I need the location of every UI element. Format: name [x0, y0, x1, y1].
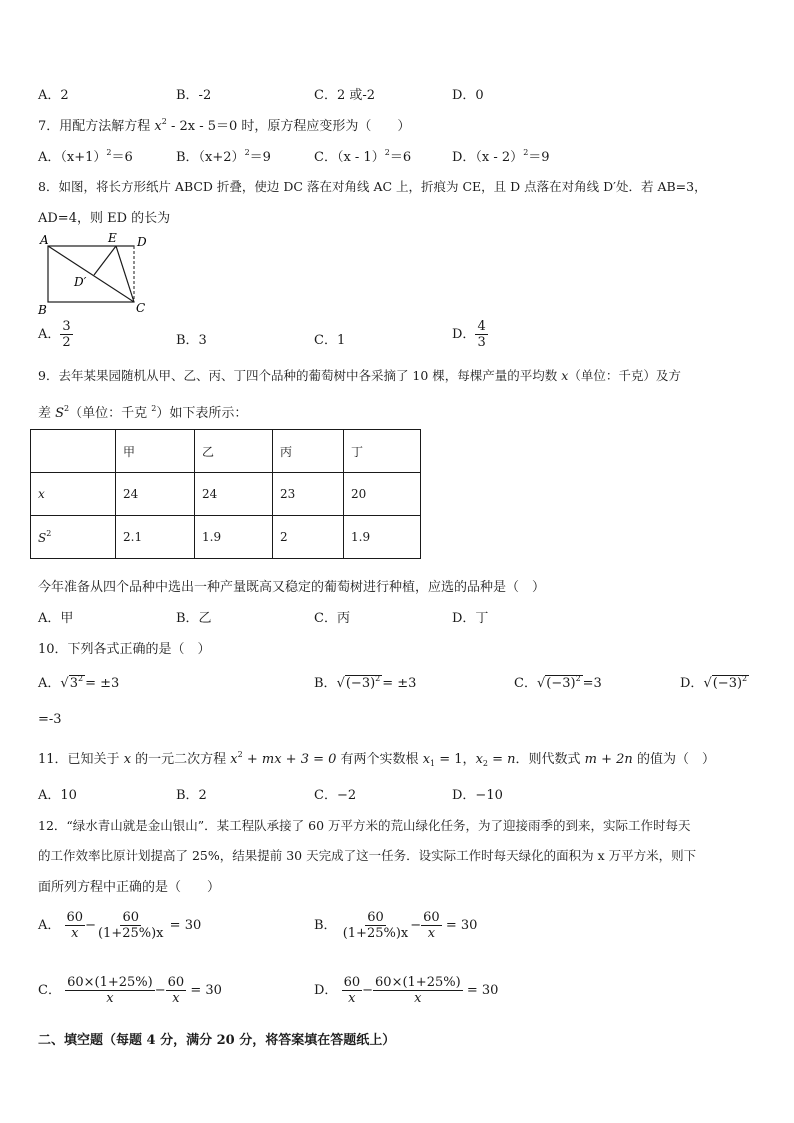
table-cell: 1.9: [195, 516, 273, 559]
q10-option-d-continued: =-3: [38, 712, 62, 727]
q9-stem-line2: 差 $S^2$（单位：千克 $^2$）如下表所示：: [38, 404, 248, 421]
section-2-title: 二、填空题（每题 4 分，满分 20 分，将答案填在答题纸上）: [38, 1033, 396, 1048]
table-cell: 24: [116, 473, 195, 516]
q9-question: 今年准备从四个品种中选出一种产量既高又稳定的葡萄树进行种植，应选的品种是（ ）: [38, 580, 546, 595]
q12-stem-line3: 面所列方程中正确的是（ ）: [38, 880, 221, 895]
table-row-label: $S^2$: [31, 516, 116, 559]
q12-option-d: D． $\frac{60}{x}$ − $\frac{60\times(1+25\%)}{x}$ = 30: [314, 975, 499, 1006]
q7-option-c: C．（x - 1）$^2$＝6: [314, 148, 412, 165]
q8-option-b: B．3: [176, 333, 207, 348]
q8-option-d: D． $\frac{4}{3}$: [452, 319, 486, 350]
q6-option-c: C．2 或-2: [314, 88, 376, 103]
q10-stem: 10．下列各式正确的是（ ）: [38, 642, 211, 657]
table-cell: 丙: [273, 430, 344, 473]
table-cell: 2: [273, 516, 344, 559]
table-row: [31, 516, 421, 559]
q12-option-c: C． $\frac{60\times(1+25\%)}{x}$ − $\frac{60}{x}$ = 30: [38, 975, 222, 1006]
table-cell: 2.1: [116, 516, 195, 559]
q6-option-d: D．0: [452, 88, 484, 103]
label-a: A: [40, 233, 49, 247]
q9-option-a: A．甲: [38, 611, 74, 626]
q8-option-a: A． $\frac{3}{2}$: [38, 319, 71, 350]
table-cell: 乙: [195, 430, 273, 473]
label-e: E: [108, 231, 117, 245]
q7-option-d: D．（x - 2）$^2$＝9: [452, 148, 550, 165]
q10-option-c: C．$√(-3)^2 =3$: [514, 674, 602, 691]
table-row-label: x: [31, 473, 116, 516]
label-d-prime: D′: [74, 275, 87, 289]
diagonal-ac: [48, 246, 134, 302]
label-c: C: [136, 301, 146, 315]
q8-option-c: C．1: [314, 333, 346, 348]
q12-option-a: A． $\frac{60}{x}$ − $\frac{60}{(1+25\%)x}$ = 30: [38, 910, 202, 941]
q11-option-c: C．−2: [314, 788, 357, 803]
q9-option-d: D．丁: [452, 611, 489, 626]
table-cell: [31, 430, 116, 473]
table-cell: 23: [273, 473, 344, 516]
q12-stem-line2: 的工作效率比原计划提高了 25%，结果提前 30 天完成了这一任务．设实际工作时每天绿化的面积为 x 万平方米，则下: [38, 848, 697, 863]
table-row: [31, 473, 421, 516]
q8-stem-line2: AD=4，则 ED 的长为: [38, 211, 171, 226]
label-d: D: [137, 235, 147, 249]
q6-option-a: A．2: [38, 88, 69, 103]
q11-stem: 11．已知关于 x 的一元二次方程 $x^2$ + mx + 3 = 0 有两个实数根 $x_1 = 1$，$x_2 = n$．则代数式 m + 2n 的值为（ ）: [38, 750, 715, 768]
q9-option-b: B．乙: [176, 611, 212, 626]
q10-option-b: B．$√(-3)^2 = \pm 3$: [314, 674, 417, 691]
q11-option-d: D．−10: [452, 788, 503, 803]
segment-ed-prime: [94, 246, 116, 275]
q9-option-c: C．丙: [314, 611, 350, 626]
q9-data-table: [30, 429, 421, 559]
table-cell: 丁: [344, 430, 421, 473]
q8-stem-line1: 8．如图，将长方形纸片 ABCD 折叠，使边 DC 落在对角线 AC 上，折痕为 CE，且 D 点落在对角线 D′处．若 AB=3，: [38, 179, 707, 194]
q7-option-b: B．$(x+2)^2=9$: [176, 148, 271, 165]
q11-option-a: A．10: [38, 788, 77, 803]
q12-stem-line1: 12．“绿水青山就是金山银山”．某工程队承接了 60 万平方米的荒山绿化任务，为了迎接雨季的到来，实际工作时每天: [38, 818, 691, 833]
q9-stem-line1: 9．去年某果园随机从甲、乙、丙、丁四个品种的葡萄树中各采摘了 10 棵，每棵产量的平均数 x（单位：千克）及方: [38, 368, 681, 383]
table-cell: 甲: [116, 430, 195, 473]
table-cell: 20: [344, 473, 421, 516]
table-cell: 1.9: [344, 516, 421, 559]
crease-ce: [116, 246, 134, 302]
table-cell: 24: [195, 473, 273, 516]
q7-option-a: A．$(x+1)^2=6$: [38, 148, 133, 165]
q12-option-b: B． $\frac{60}{(1+25\%)x}$ − $\frac{60}{x}$ = 30: [314, 910, 478, 941]
q10-option-a: A．$√3^2 = \pm 3$: [38, 674, 120, 691]
label-b: B: [38, 303, 47, 317]
table-header-row: [31, 430, 421, 473]
q11-option-b: B．2: [176, 788, 207, 803]
q7-stem: 7．用配方法解方程 $x^2 - 2x - 5=0$ 时，原方程应变形为（ ）: [38, 117, 411, 134]
q10-option-d: D．$√(-3)^2$: [680, 674, 748, 691]
q6-option-b: B．-2: [176, 88, 212, 103]
q8-figure: [36, 230, 156, 318]
